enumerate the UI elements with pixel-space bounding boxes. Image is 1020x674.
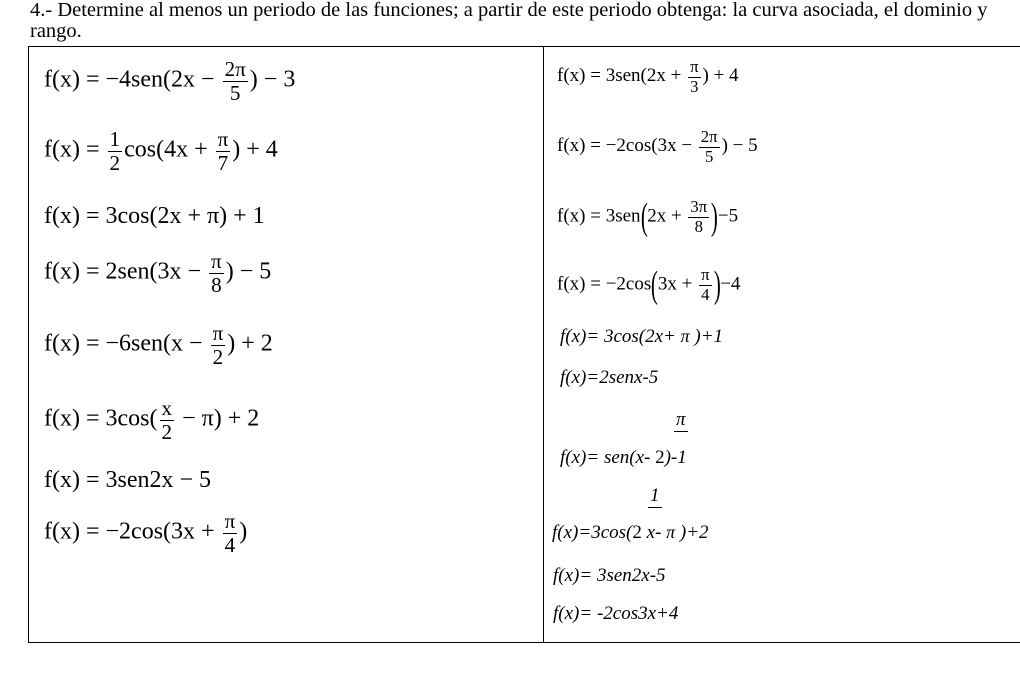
equation-left-7: f(x) = 3sen2x − 5	[44, 467, 212, 493]
equation-right-7: f(x)= sen(x- 2)-1	[560, 447, 687, 468]
fraction: $\frac{3\pi}{8}$	[690, 197, 708, 236]
fraction: $\frac{\pi}{8}$	[211, 249, 222, 298]
fraction-numerator: π	[676, 409, 686, 430]
equation-right-8: f(x)=3cos(2 x- π )+2	[552, 522, 709, 543]
equation-right-5: f(x)= 3cos(2x+ π )+1	[560, 326, 724, 347]
fraction: $\frac{2\pi}{5}$	[700, 127, 718, 166]
equation-left-5: f(x) = −6sen(x − $\frac{\pi}{2}$ ) + 2	[44, 321, 273, 370]
equation-right-3: f(x) = 3sen(2x + $\frac{3\pi}{8}$ )−5	[557, 196, 739, 238]
fraction: $\frac{1}{2}$	[109, 127, 121, 176]
fraction: $\frac{\pi}{4}$	[701, 265, 710, 304]
equation-right-6: f(x)=2senx-5	[560, 367, 659, 388]
equation-right-10: f(x)= -2cos3x+4	[553, 603, 679, 624]
equation-right-4: f(x) = −2cos(3x + $\frac{\pi}{4}$ )−4	[557, 264, 741, 306]
equation-left-6: f(x) = 3cos( $\frac{x}{2}$ − π) + 2	[44, 396, 260, 445]
equation-left-2: f(x) = $\frac{1}{2}$ cos(4x + $\frac{\pi}{7}$ ) + 4	[44, 127, 278, 176]
equation-right-9: f(x)= 3sen2x-5	[553, 565, 666, 586]
fraction: $\frac{\pi}{4}$	[224, 509, 236, 558]
fraction: $\frac{\pi}{2}$	[212, 321, 224, 370]
exercise-instruction: 4.- Determine al menos un periodo de las funciones; a partir de este periodo obtenga: la curva asociada, el dominio y rango.	[30, 0, 988, 42]
equation-left-3: f(x) = 3cos(2x + π) + 1	[44, 203, 265, 229]
fraction: $\frac{2\pi}{5}$	[224, 57, 246, 106]
equation-left-8: f(x) = −2cos(3x + $\frac{\pi}{4}$ )	[44, 509, 248, 558]
fraction: $\frac{\pi}{7}$	[217, 127, 229, 176]
equation-left-1: f(x) = −4sen(2x − $\frac{2\pi}{5}$ ) − 3	[44, 57, 296, 106]
fraction: $\frac{x}{2}$	[161, 396, 173, 445]
equation-left-4: f(x) = 2sen(3x − $\frac{\pi}{8}$ ) − 5	[44, 249, 272, 298]
equation-right-1: f(x) = 3sen(2x + $\frac{\pi}{3}$ ) + 4	[557, 57, 739, 96]
fraction: $\frac{\pi}{3}$	[690, 57, 699, 96]
equation-right-2: f(x) = −2cos(3x − $\frac{2\pi}{5}$ ) − 5	[557, 127, 758, 166]
fraction-numerator: 1	[650, 485, 660, 506]
column-divider	[543, 47, 544, 642]
